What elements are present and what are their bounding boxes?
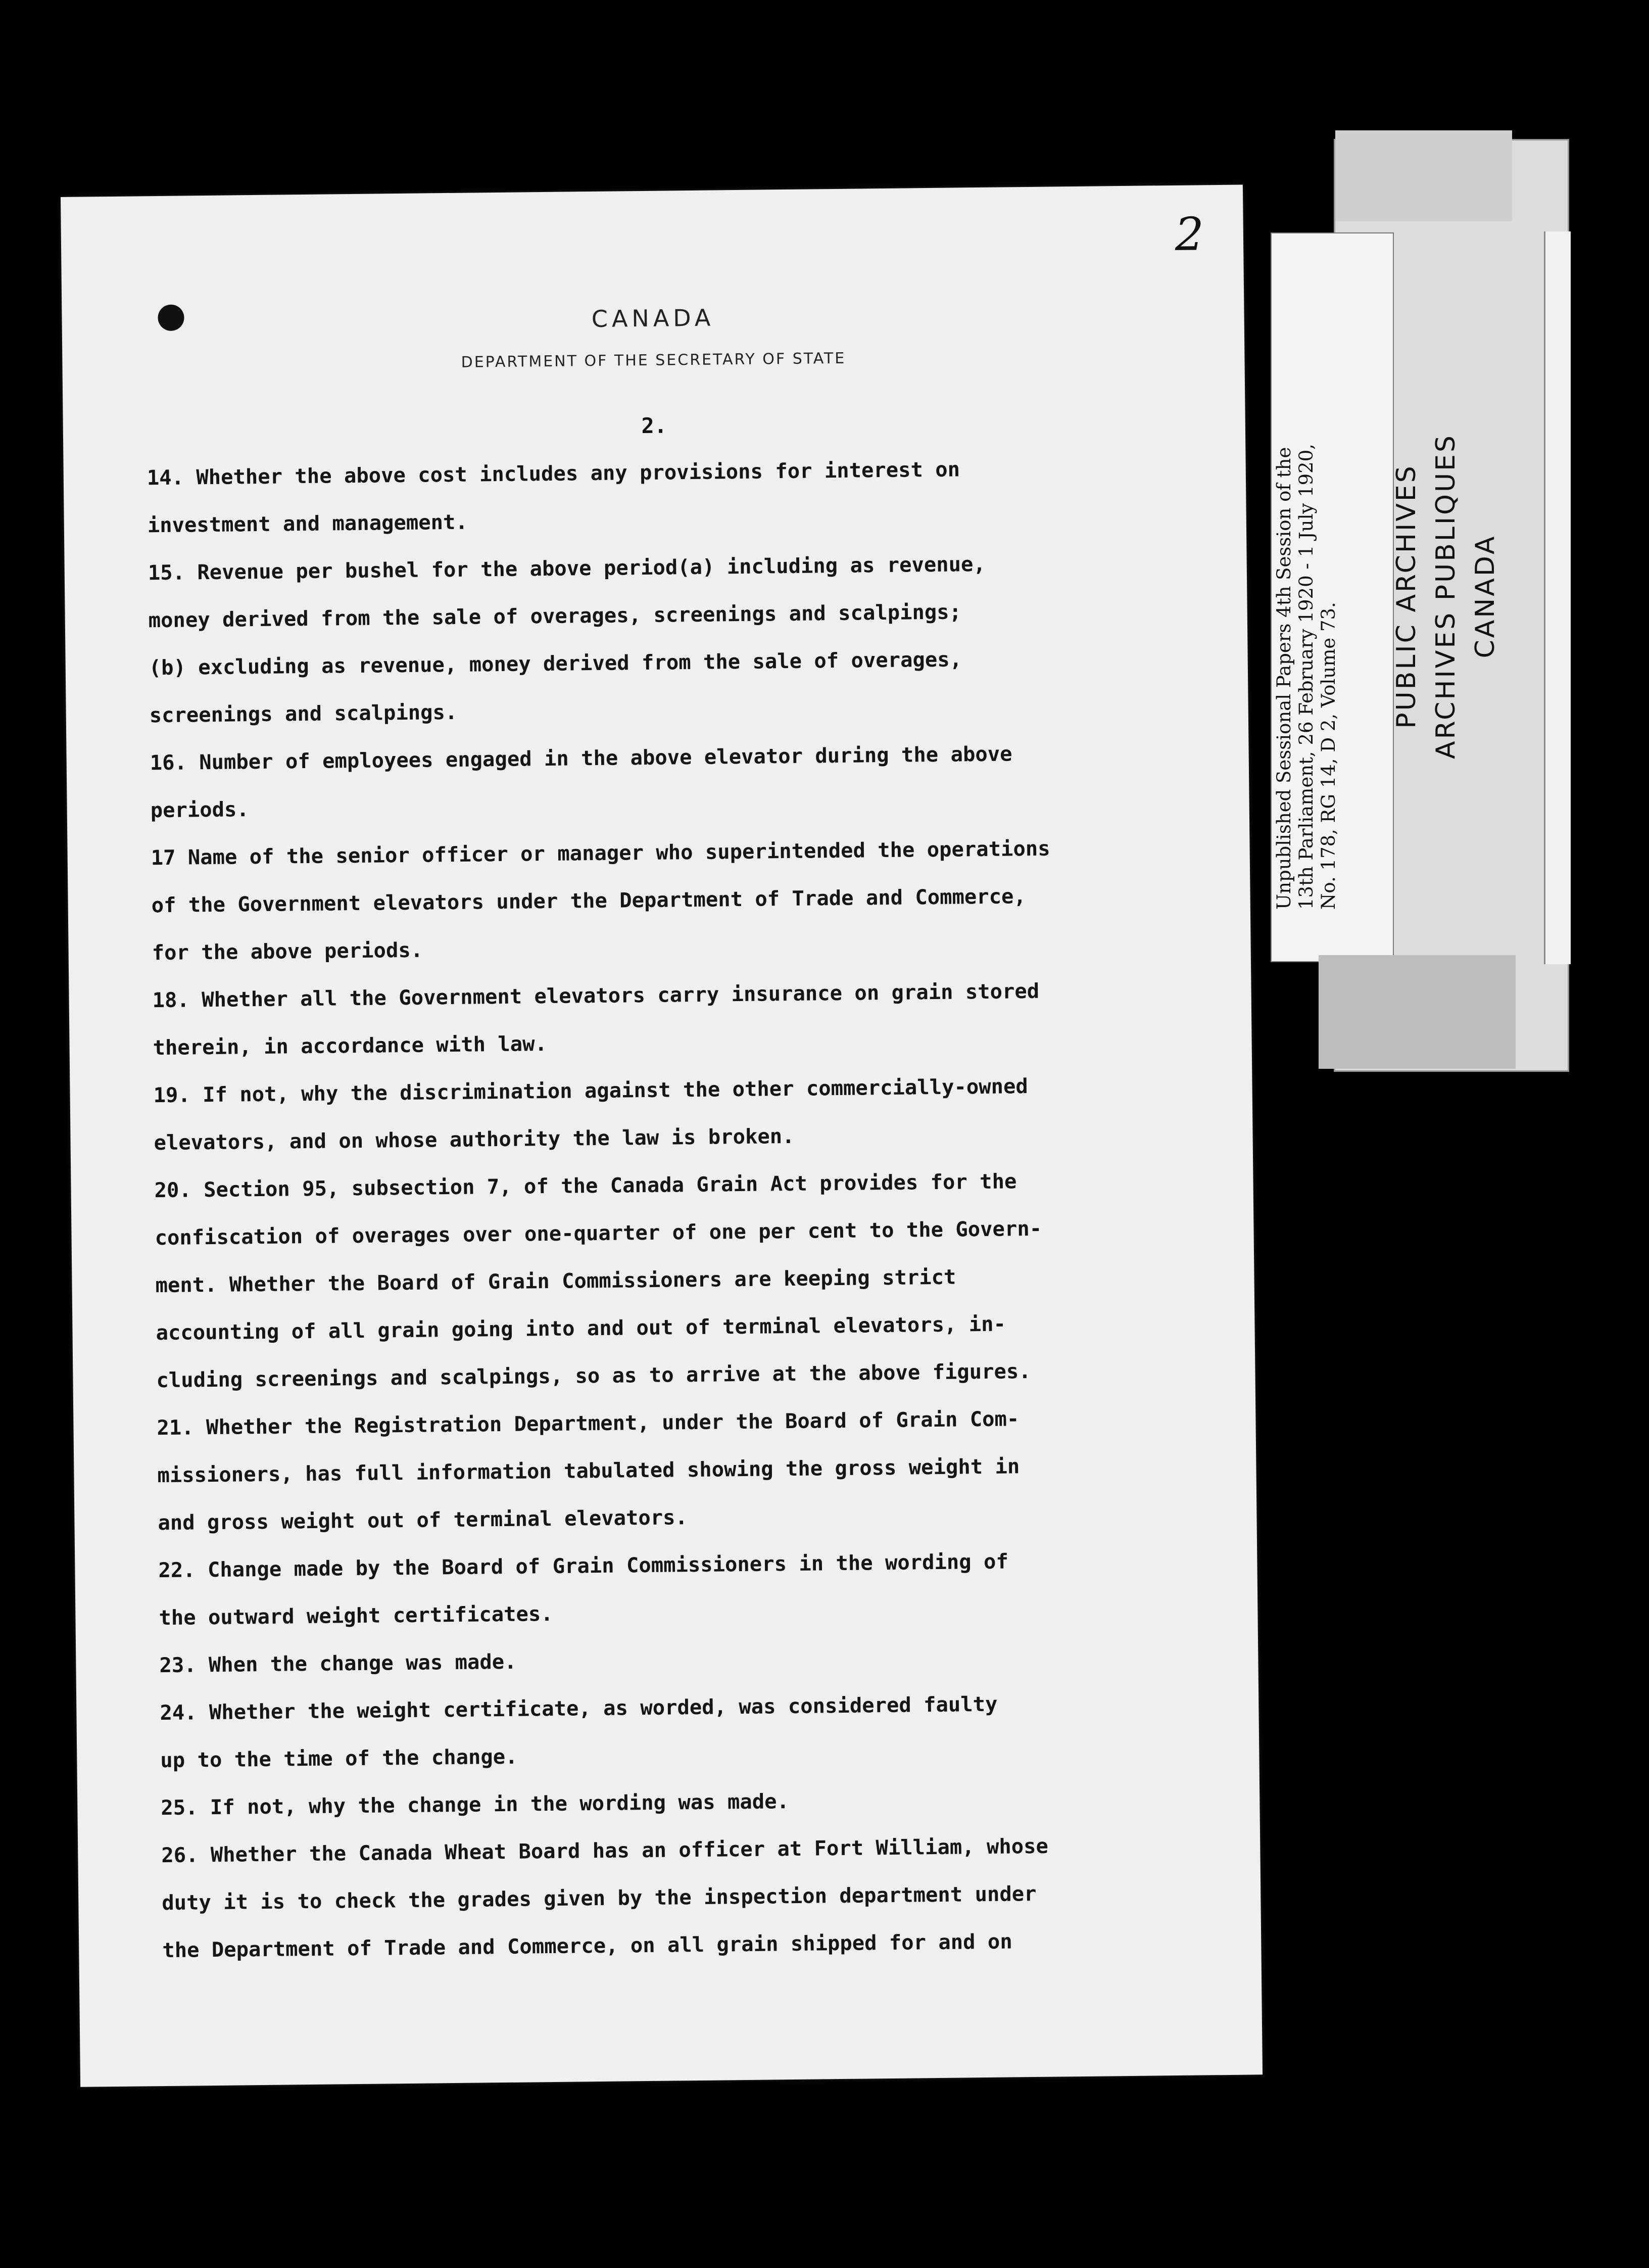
body-line: money derived from the sale of overages, screenings and scalpings; <box>148 599 962 633</box>
archive-label-text <box>1273 253 1340 910</box>
label-line: No. 178, RG 14, D 2, Volume 73. <box>1318 602 1339 910</box>
letterhead-country: CANADA <box>591 304 715 333</box>
stamp-line: CANADA <box>1470 534 1500 658</box>
document-page <box>61 184 1263 2087</box>
stamp-line: PUBLIC ARCHIVES <box>1391 464 1422 729</box>
body-line: missioners, has full information tabulated showing the gross weight in <box>157 1454 1020 1488</box>
body-line: elevators, and on whose authority the law is broken. <box>154 1123 795 1155</box>
letterhead-department: DEPARTMENT OF THE SECRETARY OF STATE <box>461 349 846 371</box>
folder-tab-top <box>1335 130 1512 221</box>
stamp-line: ARCHIVES PUBLIQUES <box>1431 433 1461 760</box>
folder-bottom <box>1319 955 1516 1069</box>
body-line: the outward weight certificates. <box>159 1601 553 1630</box>
body-line: 21. Whether the Registration Department, under the Board of Grain Com- <box>157 1406 1020 1440</box>
folder-edge <box>1544 231 1571 964</box>
body-line: 14. Whether the above cost includes any provisions for interest on <box>147 457 960 490</box>
body-line: 20. Section 95, subsection 7, of the Canada Grain Act provides for the <box>154 1169 1017 1203</box>
archives-stamp <box>1387 369 1505 824</box>
body-line: of the Government elevators under the Department of Trade and Commerce, <box>151 884 1027 918</box>
body-line: cluding screenings and scalpings, so as to arrive at the above figures. <box>156 1359 1031 1393</box>
body-line: 19. If not, why the discrimination against the other commercially-owned <box>153 1074 1028 1108</box>
body-line: 26. Whether the Canada Wheat Board has an officer at Fort William, whose <box>161 1833 1049 1868</box>
body-line: 17 Name of the senior officer or manager who superintended the operations <box>151 836 1050 870</box>
body-line: 15. Revenue per bushel for the above period(a) including as revenue, <box>148 551 986 585</box>
label-line: 13th Parliament, 26 February 1920 - 1 July 1920, <box>1295 443 1317 910</box>
body-line: 24. Whether the weight certificate, as worded, was considered faulty <box>160 1691 998 1725</box>
body-line: for the above periods. <box>152 937 423 965</box>
body-line: 23. When the change was made. <box>159 1649 517 1678</box>
body-line: confiscation of overages over one-quarter of one per cent to the Govern- <box>155 1216 1042 1250</box>
body-line: (b) excluding as revenue, money derived from the sale of overages, <box>149 647 962 680</box>
body-line: up to the time of the change. <box>160 1744 518 1773</box>
body-line: investment and management. <box>147 509 468 538</box>
body-line: periods. <box>150 797 250 823</box>
body-line: screenings and scalpings. <box>149 699 458 728</box>
body-line: therein, in accordance with law. <box>153 1031 548 1060</box>
body-line: 18. Whether all the Government elevators carry insurance on grain stored <box>152 978 1040 1013</box>
body-line: ment. Whether the Board of Grain Commissioners are keeping strict <box>155 1264 956 1298</box>
body-line: accounting of all grain going into and out of terminal elevators, in- <box>156 1311 1006 1345</box>
body-line: and gross weight out of terminal elevators. <box>158 1505 688 1535</box>
label-line: Unpublished Sessional Papers 4th Session of the <box>1273 447 1295 910</box>
document-body <box>147 443 1238 1974</box>
body-line: 22. Change made by the Board of Grain Commissioners in the wording of <box>158 1549 1009 1583</box>
sheet-number: 2. <box>641 413 667 438</box>
body-line: duty it is to check the grades given by the inspection department under <box>162 1881 1037 1915</box>
body-line: the Department of Trade and Commerce, on all grain shipped for and on <box>162 1929 1012 1963</box>
body-line: 16. Number of employees engaged in the above elevator during the above <box>150 741 1012 775</box>
body-line: 25. If not, why the change in the wording was made. <box>161 1789 790 1820</box>
handwritten-page-number: 2 <box>1175 208 1204 261</box>
